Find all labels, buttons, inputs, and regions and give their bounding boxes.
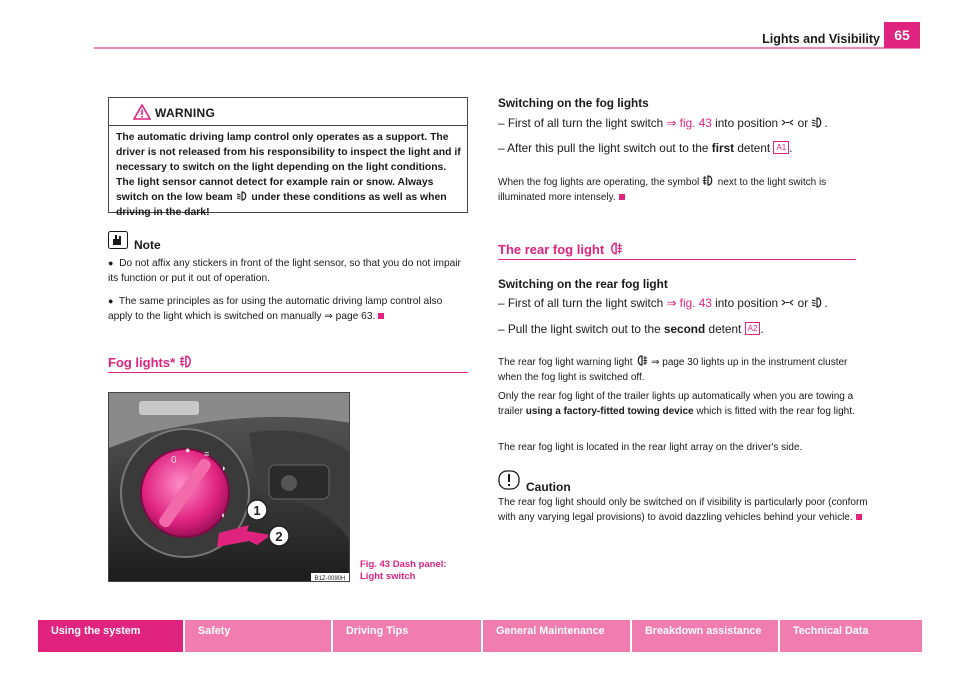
fog-lights-title-text: Fog lights* — [108, 355, 176, 370]
header-rule — [94, 47, 920, 49]
rear-on-subhead: Switching on the rear fog light — [498, 277, 668, 291]
towing-device-label: using a factory-fitted towing device — [525, 406, 694, 417]
fog-lights-section-rule — [108, 372, 468, 373]
front-fog-light-icon — [702, 175, 715, 186]
light-switch-illustration — [109, 393, 350, 582]
section-end-mark — [619, 194, 625, 200]
note-hand-icon — [108, 231, 128, 249]
side-light-icon — [781, 297, 794, 308]
low-beam-icon — [811, 117, 824, 128]
callout-1: 1 — [253, 503, 261, 518]
caution-icon — [498, 470, 520, 490]
caution-title: Caution — [526, 480, 571, 494]
svg-text:●: ● — [185, 445, 191, 455]
tab-general-maintenance[interactable]: General Maintenance — [483, 620, 630, 652]
low-beam-icon — [236, 191, 249, 201]
or-text: or — [797, 296, 809, 310]
fog-on-step-1: – First of all turn the light switch ⇒ fig. 43 into position or . — [498, 116, 828, 130]
rear-para-1-text: The rear fog light warning light — [498, 357, 633, 368]
svg-text:≡: ≡ — [204, 449, 210, 459]
rear-on-step-2: – Pull the light switch out to the second detent A2 . — [498, 322, 764, 336]
rear-para-1 — [498, 355, 868, 385]
rear-para-3: The rear fog light is located in the rear light array on the driver's side. — [498, 442, 803, 453]
fog-on-step-2: – After this pull the light switch out to the first detent A1 . — [498, 141, 793, 155]
callout-badge-a1: A1 — [773, 141, 789, 154]
note-title: Note — [134, 238, 161, 252]
tab-safety[interactable]: Safety — [185, 620, 331, 652]
fog-on-info — [498, 175, 868, 205]
warning-text-part-1: The automatic driving lamp control only operates as a support. The driver is not released from his responsibility to inspect the light and if necessary to switch on the light depending on the light conditions. The light sensor cannot detect for example rain or snow. Always switch on the low beam — [116, 132, 461, 203]
warning-text — [109, 126, 467, 220]
fog-on-step-2-text: – After this pull the light switch out to the — [498, 141, 709, 155]
low-beam-icon — [811, 297, 824, 308]
fog-lights-section-title — [108, 355, 194, 370]
tab-using-the-system[interactable]: Using the system — [38, 620, 183, 652]
fog-on-step-1-text: – First of all turn the light switch — [498, 116, 664, 130]
callout-2: 2 — [275, 529, 283, 544]
fog-on-info-post: next to the light switch is illuminated more intensely. — [498, 177, 827, 203]
figure-code: B1Z-0090H — [314, 576, 346, 582]
rear-on-step-1-post: into position — [715, 296, 779, 310]
rear-on-step-1-text: – First of all turn the light switch — [498, 296, 664, 310]
section-end-mark — [378, 313, 384, 319]
rear-para-2-post: which is fitted with the rear fog light. — [696, 406, 855, 417]
rear-fog-title-text: The rear fog light — [498, 242, 605, 257]
svg-text:◐: ◐ — [221, 510, 227, 520]
chapter-tab-bar — [38, 620, 922, 652]
callout-badge-a2: A2 — [745, 322, 761, 335]
fog-on-step-1-post: into position — [715, 116, 779, 130]
light-switch-figure — [108, 392, 350, 582]
warning-triangle-icon — [133, 104, 151, 120]
second-detent-label: second — [663, 322, 706, 336]
first-detent-label: first — [711, 141, 735, 155]
rear-fog-section-rule — [498, 259, 856, 260]
tab-technical-data[interactable]: Technical Data — [780, 620, 922, 652]
rear-para-2-text: Only the rear fog light of the trailer lights up automatically when you are towing a trailer — [498, 391, 854, 417]
note-body — [108, 256, 468, 332]
rear-fog-light-icon — [608, 242, 623, 255]
bullet-icon: ● — [108, 258, 114, 268]
caution-text-body: The rear fog light should only be switched on if visibility is particularly poor (conform with any varying legal provisions) to avoid dazzling vehicles behind your vehicle. — [498, 497, 868, 523]
svg-text:0: 0 — [171, 455, 177, 466]
note-item-1 — [108, 256, 468, 286]
section-end-mark — [856, 514, 862, 520]
bullet-icon: ● — [108, 296, 114, 306]
warning-title: WARNING — [155, 106, 216, 120]
rear-fog-light-icon — [635, 355, 648, 366]
note-item-1-text: Do not affix any stickers in front of the light sensor, so that you do not impair its function or put it out of operation. — [108, 258, 461, 284]
rear-para-1-post: ⇒ page 30 lights up in the instrument cluster when the fog light is switched off. — [498, 357, 848, 383]
rear-on-step-2-post: detent — [708, 322, 742, 336]
svg-text:◗: ◗ — [221, 463, 227, 473]
warning-box — [108, 97, 468, 218]
tab-driving-tips[interactable]: Driving Tips — [333, 620, 481, 652]
fig-43-link[interactable]: ⇒ fig. 43 — [666, 296, 712, 310]
rear-on-step-2-text: – Pull the light switch out to the — [498, 322, 661, 336]
side-light-icon — [781, 117, 794, 128]
fog-on-subhead: Switching on the fog lights — [498, 96, 649, 110]
figure-caption — [360, 559, 447, 583]
page-header-title: Lights and Visibility — [762, 32, 880, 46]
note-item-2-text: The same principles as for using the automatic driving lamp control also apply to the light which is switched on manually ⇒ page 63. — [108, 296, 443, 322]
caution-text — [498, 495, 868, 525]
tab-breakdown-assistance[interactable]: Breakdown assistance — [632, 620, 778, 652]
page-number: 65 — [884, 22, 920, 48]
or-text: or — [797, 116, 809, 130]
rear-fog-section-title — [498, 242, 623, 257]
fog-on-info-text: When the fog lights are operating, the symbol — [498, 177, 700, 188]
front-fog-light-icon — [179, 355, 194, 368]
figure-caption-line-1: Fig. 43 Dash panel: — [360, 559, 447, 570]
rear-para-2 — [498, 389, 868, 419]
fig-43-link[interactable]: ⇒ fig. 43 — [666, 116, 712, 130]
fog-on-step-2-post: detent — [737, 141, 771, 155]
figure-caption-line-2: Light switch — [360, 571, 416, 582]
warning-text-part-2: under these conditions as well as when driving in the dark! — [116, 192, 447, 218]
note-item-2 — [108, 294, 468, 324]
rear-on-step-1: – First of all turn the light switch ⇒ fig. 43 into position or . — [498, 296, 828, 310]
warning-header — [109, 98, 467, 126]
